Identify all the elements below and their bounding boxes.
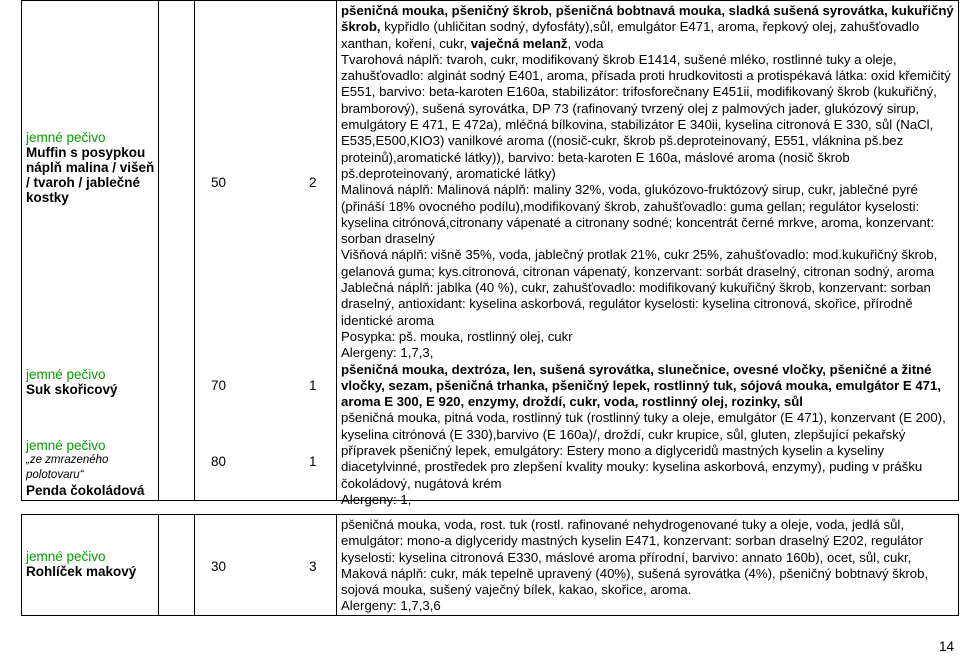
allergens: Alergeny: 1,7,3, (341, 345, 434, 361)
spacer-cell (159, 1, 195, 500)
ingredients-malina: Malinová náplň: Malinová náplň: maliny 32%, voda, glukózovo-fruktózový sirup, cukr, jablečné pyré (přináší 18% ovocného podílu),modifikovaný škrob, zahušťovadlo: guma gellan; regulátor kyselosti: kyselina citrónová,citronany vápenaté a citronany sodné; koncentrát černé mrkve, aroma, konzervant: sorban draselný (341, 182, 935, 247)
allergens: Alergeny: 1,7,3,6 (341, 598, 441, 614)
count-value: 3 (309, 559, 317, 574)
count-value: 1 (309, 378, 317, 393)
product-muffin (26, 130, 156, 205)
ingredients-visen: Višňová náplň: višně 35%, voda, jablečný protlak 21%, cukr 25%, zahušťovadlo: mod.kukuřičný škrob, gelanová guma; kys.citronová, citronan vápenatý, konzervant: sorbát draselný, citronan sodný, aroma (341, 247, 938, 279)
ingredients-cell (337, 1, 958, 507)
count-value: 1 (309, 454, 317, 469)
ingredients-mak: Maková náplň: cukr, mák tepelně upravený (40%), sušená syrovátka (4%), pšeničný bobtnavý škrob, sojová mouka, sušený vaječný bílek, kakao, skořice, aroma. (341, 565, 929, 598)
product-name: Suk skořicový (26, 382, 118, 397)
product-category: jemné pečivo (26, 438, 106, 453)
grams-value: 50 (211, 175, 227, 190)
product-note: „ze zmrazeného polotovaru“ (26, 454, 109, 481)
ingredients-jablko: Jablečná náplň: jablka (40 %), cukr, zahušťovadlo: modifikovaný kukuřičný škrob, konzervant: sorban draselný, antioxidant: kyselina askorbová, regulátor kyselosti: kyselina citronová, skořice, přírodně identické aroma (341, 280, 931, 328)
ingredients-cell (337, 515, 958, 615)
product-category: jemné pečivo (26, 367, 106, 382)
product-rohlicek (26, 549, 156, 579)
page-number: 14 (938, 639, 954, 654)
spacer-cell (159, 515, 195, 615)
grams-value: 70 (211, 378, 227, 393)
ingredients-base: pšeničná mouka, pšeničný škrob, pšeničná bobtnavá mouka, sladká sušená syrovátka, kukuřičný škrob, kypřidlo (uhličitan sodný, dyfosfáty),sůl, emulgátor E471, aroma, řepkový olej, zahušťovadlo xanthan, koření, cukr, vaječná melanž, voda (341, 3, 954, 51)
product-name: Penda čokoládová (26, 483, 145, 498)
allergen-table (21, 0, 959, 616)
count-value: 2 (309, 175, 317, 190)
product-name: Rohlíček makový (26, 564, 137, 579)
ingredients-penda: pšeničná mouka, pitná voda, rostlinný tuk (rostlinný tuky a oleje, emulgátor (E 471), konzervant (E 200), kyselina citrónová (E 330),barvivo (E 160a)/, droždí, cukr krupice, sůl, gluten, zlepšující pekařský přípravek pšeničný lepek, emulgátory: Estery mono a diglyceridů mastných kyselin a kyseliny diacetylvinné, prostředek pro zlepšení kvality mouky: kyselina askorbová, enzymy), puding v prášku čokoládový, nugátová krém (341, 410, 946, 491)
product-category: jemné pečivo (26, 130, 106, 145)
product-name-cell (22, 515, 159, 615)
product-penda (26, 438, 156, 498)
table-row (21, 0, 959, 507)
ingredients-tvaroh: Tvarohová náplň: tvaroh, cukr, modifikovaný škrob E1414, sušené mléko, rostlinné tuky a oleje, zahušťovadlo: alginát sodný E401, aroma, přísada proti hrudkovitosti a protispékavá látka: oxid křemičitý E551, barvivo: beta-karoten E160a, stabilizátor: trifosforečnany E451ii, modifikovaný škrob (kukuřičný, bramborový), sušená syrovátka, DP 73 (rafinovaný tvrzený olej z palmových jader, glukózový sirup, emulgátory E 471, E 472a), mléčná bílkovina, stabilizátor E 340ii, kyselina citronová E 330, sůl (NaCl, E535,E500,KIO3) vanilkové aroma ((nosič-cukr, škrob pš.deproteinovaný, E551, vláknina pš.bez proteinů),aromatické látky)), barvivo: beta-karoten E 160a, máslové aroma (nosič škrob pš.deproteinovaný, aromatické látky) (341, 51, 951, 181)
quantity-cell (195, 1, 337, 500)
product-name: Muffin s posypkou náplň malina / višeň / tvaroh / jablečné kostky (26, 145, 155, 205)
ingredients-suk: pšeničná mouka, dextróza, len, sušená syrovátka, slunečnice, ovesné vločky, pšeničné a žitné vločky, sezam, pšeničná trhanka, pšeničný lepek, rostlinný tuk, sójová mouka, emulgátor E 471, aroma E 300, E 920, enzymy, droždí, cukr, voda, rostlinný olej, rozinky, sůl (341, 361, 942, 410)
grams-value: 80 (211, 454, 227, 469)
ingredients-dough: pšeničná mouka, voda, rost. tuk (rostl. rafinované nehydrogenované tuky a oleje, voda, jedlá sůl, emulgátor: mono-a diglyceridy mastných kyselin E471, konzervant: sorban draselný E202, regulátor kyselosti: kyselina citronová E330, máslové aroma přírodní, barvivo: annato 160b), ocet, sůl, cukr, (341, 517, 924, 565)
grams-value: 30 (211, 559, 227, 574)
product-name-cell (22, 1, 159, 500)
ingredients-posypka: Posypka: pš. mouka, rostlinný olej, cukr (341, 328, 573, 344)
quantity-cell (195, 515, 337, 615)
allergens: Alergeny: 1, (341, 491, 412, 507)
product-suk (26, 367, 156, 397)
table-row (21, 514, 959, 616)
product-category: jemné pečivo (26, 549, 106, 564)
